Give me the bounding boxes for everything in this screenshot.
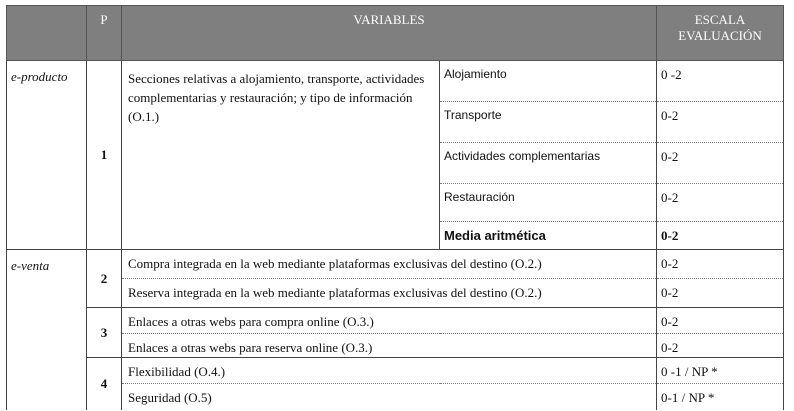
score-o3-reserva: 0-2: [657, 334, 784, 358]
variable-o5: Seguridad (O.5): [122, 384, 657, 410]
variable-o2-compra: Compra integrada en la web mediante plataformas exclusivas del destino (O.2.): [122, 250, 657, 279]
score-o5: 0-1 / NP *: [657, 384, 784, 410]
p-number-2: 2: [87, 250, 122, 308]
variable-o1: Secciones relativas a alojamiento, transporte, actividades complementarias y restauración; y tipo de información (O.1.): [122, 61, 440, 250]
score-restauracion: 0-2: [657, 184, 784, 222]
table-row: [7, 384, 784, 410]
average-label: Media aritmética: [440, 222, 657, 250]
score-o2-compra: 0-2: [657, 250, 784, 279]
header-p: P: [87, 6, 122, 61]
header-row: [7, 6, 784, 61]
header-escala: [657, 6, 784, 61]
header-escala-line2: EVALUACIÓN: [678, 28, 762, 43]
p-number-4: 4: [87, 358, 122, 410]
header-escala-line1: ESCALA: [694, 12, 746, 27]
evaluation-table: [6, 5, 784, 410]
subitem-actividades: Actividades complementarias: [440, 143, 657, 184]
table-row: [7, 308, 784, 334]
variable-o4: Flexibilidad (O.4.): [122, 358, 657, 384]
variable-o3-compra: Enlaces a otras webs para compra online (O.3.): [122, 308, 657, 334]
score-o2-reserva: 0-2: [657, 279, 784, 308]
p-number-3: 3: [87, 308, 122, 358]
variable-o2-reserva: Reserva integrada en la web mediante plataformas exclusivas del destino (O.2.): [122, 279, 657, 308]
subitem-restauracion: Restauración: [440, 184, 657, 222]
header-category-cell: [7, 6, 87, 61]
table-row: [7, 279, 784, 308]
score-actividades: 0-2: [657, 143, 784, 184]
score-o3-compra: 0-2: [657, 308, 784, 334]
subitem-alojamiento: Alojamiento: [440, 61, 657, 102]
table-row: [7, 358, 784, 384]
score-o4: 0 -1 / NP *: [657, 358, 784, 384]
header-variables: VARIABLES: [122, 6, 657, 61]
score-alojamiento: 0 -2: [657, 61, 784, 102]
category-eventa: e-venta: [7, 250, 87, 410]
average-score: 0-2: [657, 222, 784, 250]
variable-o3-reserva: Enlaces a otras webs para reserva online (O.3.): [122, 334, 657, 358]
p-number-1: 1: [87, 61, 122, 250]
table-row: [7, 250, 784, 279]
table-row: [7, 334, 784, 358]
score-transporte: 0-2: [657, 102, 784, 143]
table-row: [7, 61, 784, 102]
subitem-transporte: Transporte: [440, 102, 657, 143]
category-eproducto: e-producto: [7, 61, 87, 250]
